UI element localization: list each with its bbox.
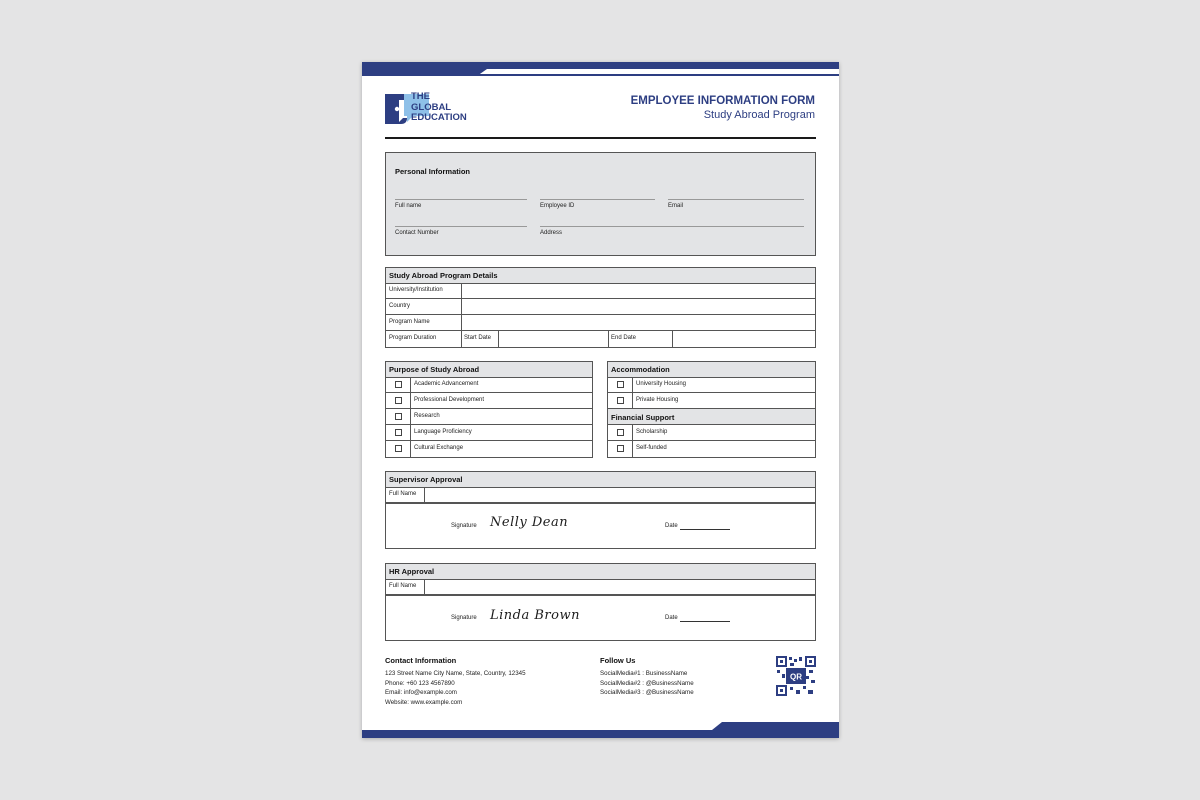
list-item (386, 441, 592, 457)
cell-divider (410, 441, 411, 457)
employee-id-field[interactable] (540, 199, 655, 200)
scholarship-checkbox[interactable] (617, 429, 624, 436)
contact-number-field[interactable] (395, 226, 527, 227)
list-item (608, 425, 815, 441)
university-input[interactable] (462, 283, 815, 298)
self-funded-checkbox[interactable] (617, 445, 624, 452)
supervisor-header (386, 472, 815, 488)
hr-approval-section (385, 563, 816, 641)
hr-date-field[interactable] (680, 621, 730, 622)
program-details-title: Study Abroad Program Details (389, 271, 498, 280)
full-name-label: Full name (395, 203, 422, 209)
logo-line-1: THE (411, 91, 430, 102)
row-divider (386, 503, 815, 504)
cell-divider (632, 441, 633, 457)
address-field[interactable] (540, 226, 804, 227)
table-row (386, 331, 815, 347)
contact-address: 123 Street Name City Name, State, Country, 12345 (385, 670, 526, 677)
email-field[interactable] (668, 199, 804, 200)
bottom-band (362, 722, 839, 738)
hr-full-name-input[interactable] (425, 579, 815, 594)
follow-us-title: Follow Us (600, 656, 636, 665)
social-link-1[interactable]: SocialMedia#1 : BusinessName (600, 670, 688, 677)
cell-divider (410, 393, 411, 408)
option-label: University Housing (636, 381, 687, 387)
list-item (386, 393, 592, 409)
header-divider (385, 137, 816, 139)
contact-phone: Phone: +60 123 4567890 (385, 680, 455, 687)
accommodation-title: Accommodation (611, 365, 670, 374)
program-details-table (385, 267, 816, 348)
supervisor-full-name-input[interactable] (425, 487, 815, 502)
list-item (608, 441, 815, 457)
contact-info-title: Contact Information (385, 656, 457, 665)
employee-id-label: Employee ID (540, 203, 575, 209)
personal-info-section (385, 152, 816, 256)
table-row (386, 283, 815, 299)
cell-divider (461, 331, 462, 347)
contact-number-label: Contact Number (395, 230, 439, 236)
cell-divider (632, 377, 633, 392)
cell-divider (410, 377, 411, 392)
form-subtitle: Study Abroad Program (703, 109, 815, 121)
list-item (386, 377, 592, 393)
contact-email[interactable]: Email: info@example.com (385, 689, 457, 696)
start-date-label: Start Date (464, 335, 492, 341)
option-label: Research (414, 413, 440, 419)
hr-header (386, 564, 815, 580)
logo-line-2: GLOBAL (411, 101, 452, 113)
program-name-label: Program Name (389, 319, 430, 325)
country-input[interactable] (462, 299, 815, 314)
contact-website[interactable]: Website: www.example.com (385, 699, 463, 706)
professional-development-checkbox[interactable] (395, 397, 402, 404)
option-label: Private Housing (636, 397, 679, 403)
purpose-title: Purpose of Study Abroad (389, 365, 480, 374)
supervisor-title: Supervisor Approval (389, 475, 463, 484)
program-name-input[interactable] (462, 315, 815, 330)
supervisor-date-field[interactable] (680, 529, 730, 530)
cultural-exchange-checkbox[interactable] (395, 445, 402, 452)
social-link-2[interactable]: SocialMedia#2 : @BusinessName (600, 680, 694, 687)
supervisor-approval-section (385, 471, 816, 549)
university-label: University/Institution (389, 287, 443, 293)
language-proficiency-checkbox[interactable] (395, 429, 402, 436)
cell-divider (410, 425, 411, 440)
country-label: Country (389, 303, 411, 309)
table-row (386, 579, 815, 595)
hr-signature-label: Signature (451, 615, 477, 621)
cell-divider (632, 425, 633, 440)
form-title: EMPLOYEE INFORMATION FORM (630, 95, 815, 107)
accommodation-header (608, 362, 815, 378)
financial-support-title: Financial Support (611, 413, 675, 422)
end-date-input[interactable] (673, 331, 815, 347)
hr-date-label: Date (665, 615, 678, 621)
cell-divider (410, 409, 411, 424)
list-item (608, 393, 815, 409)
list-item (608, 377, 815, 393)
full-name-field[interactable] (395, 199, 527, 200)
top-band (362, 62, 839, 76)
cell-divider (608, 331, 609, 347)
supervisor-signature-label: Signature (451, 523, 477, 529)
option-label: Academic Advancement (414, 381, 479, 387)
cell-divider (632, 393, 633, 408)
logo-wordmark (411, 92, 467, 124)
purpose-header (386, 362, 592, 378)
row-divider (386, 595, 815, 596)
list-item (386, 409, 592, 425)
logo-line-3: EDUCATION (411, 112, 467, 123)
qr-code-icon[interactable] (776, 656, 816, 696)
private-housing-checkbox[interactable] (617, 397, 624, 404)
purpose-section (385, 361, 593, 458)
form-page (362, 62, 839, 738)
table-row (386, 487, 815, 503)
option-label: Scholarship (636, 429, 668, 435)
social-link-3[interactable]: SocialMedia#3 : @BusinessName (600, 689, 694, 696)
option-label: Language Proficiency (414, 429, 472, 435)
program-details-header (386, 268, 815, 284)
financial-support-header (608, 409, 815, 425)
option-label: Professional Development (414, 397, 485, 403)
option-label: Self-funded (636, 445, 667, 451)
supervisor-signature[interactable]: Nelly Dean (490, 515, 569, 530)
hr-title: HR Approval (389, 567, 435, 576)
table-row (386, 299, 815, 315)
option-label: Cultural Exchange (414, 445, 464, 451)
end-date-label: End Date (611, 335, 637, 341)
list-item (386, 425, 592, 441)
personal-info-title: Personal Information (395, 167, 471, 176)
academic-advancement-checkbox[interactable] (395, 381, 402, 388)
program-duration-label: Program Duration (389, 335, 437, 341)
supervisor-date-label: Date (665, 523, 678, 529)
email-label: Email (668, 203, 684, 209)
research-checkbox[interactable] (395, 413, 402, 420)
hr-signature[interactable]: Linda Brown (490, 608, 580, 623)
hr-full-name-label: Full Name (389, 583, 417, 589)
address-label: Address (540, 230, 563, 236)
start-date-input[interactable] (499, 331, 607, 347)
table-row (386, 315, 815, 331)
university-housing-checkbox[interactable] (617, 381, 624, 388)
qr-label: QR (790, 672, 802, 682)
accommodation-section (607, 361, 816, 458)
supervisor-full-name-label: Full Name (389, 491, 417, 497)
